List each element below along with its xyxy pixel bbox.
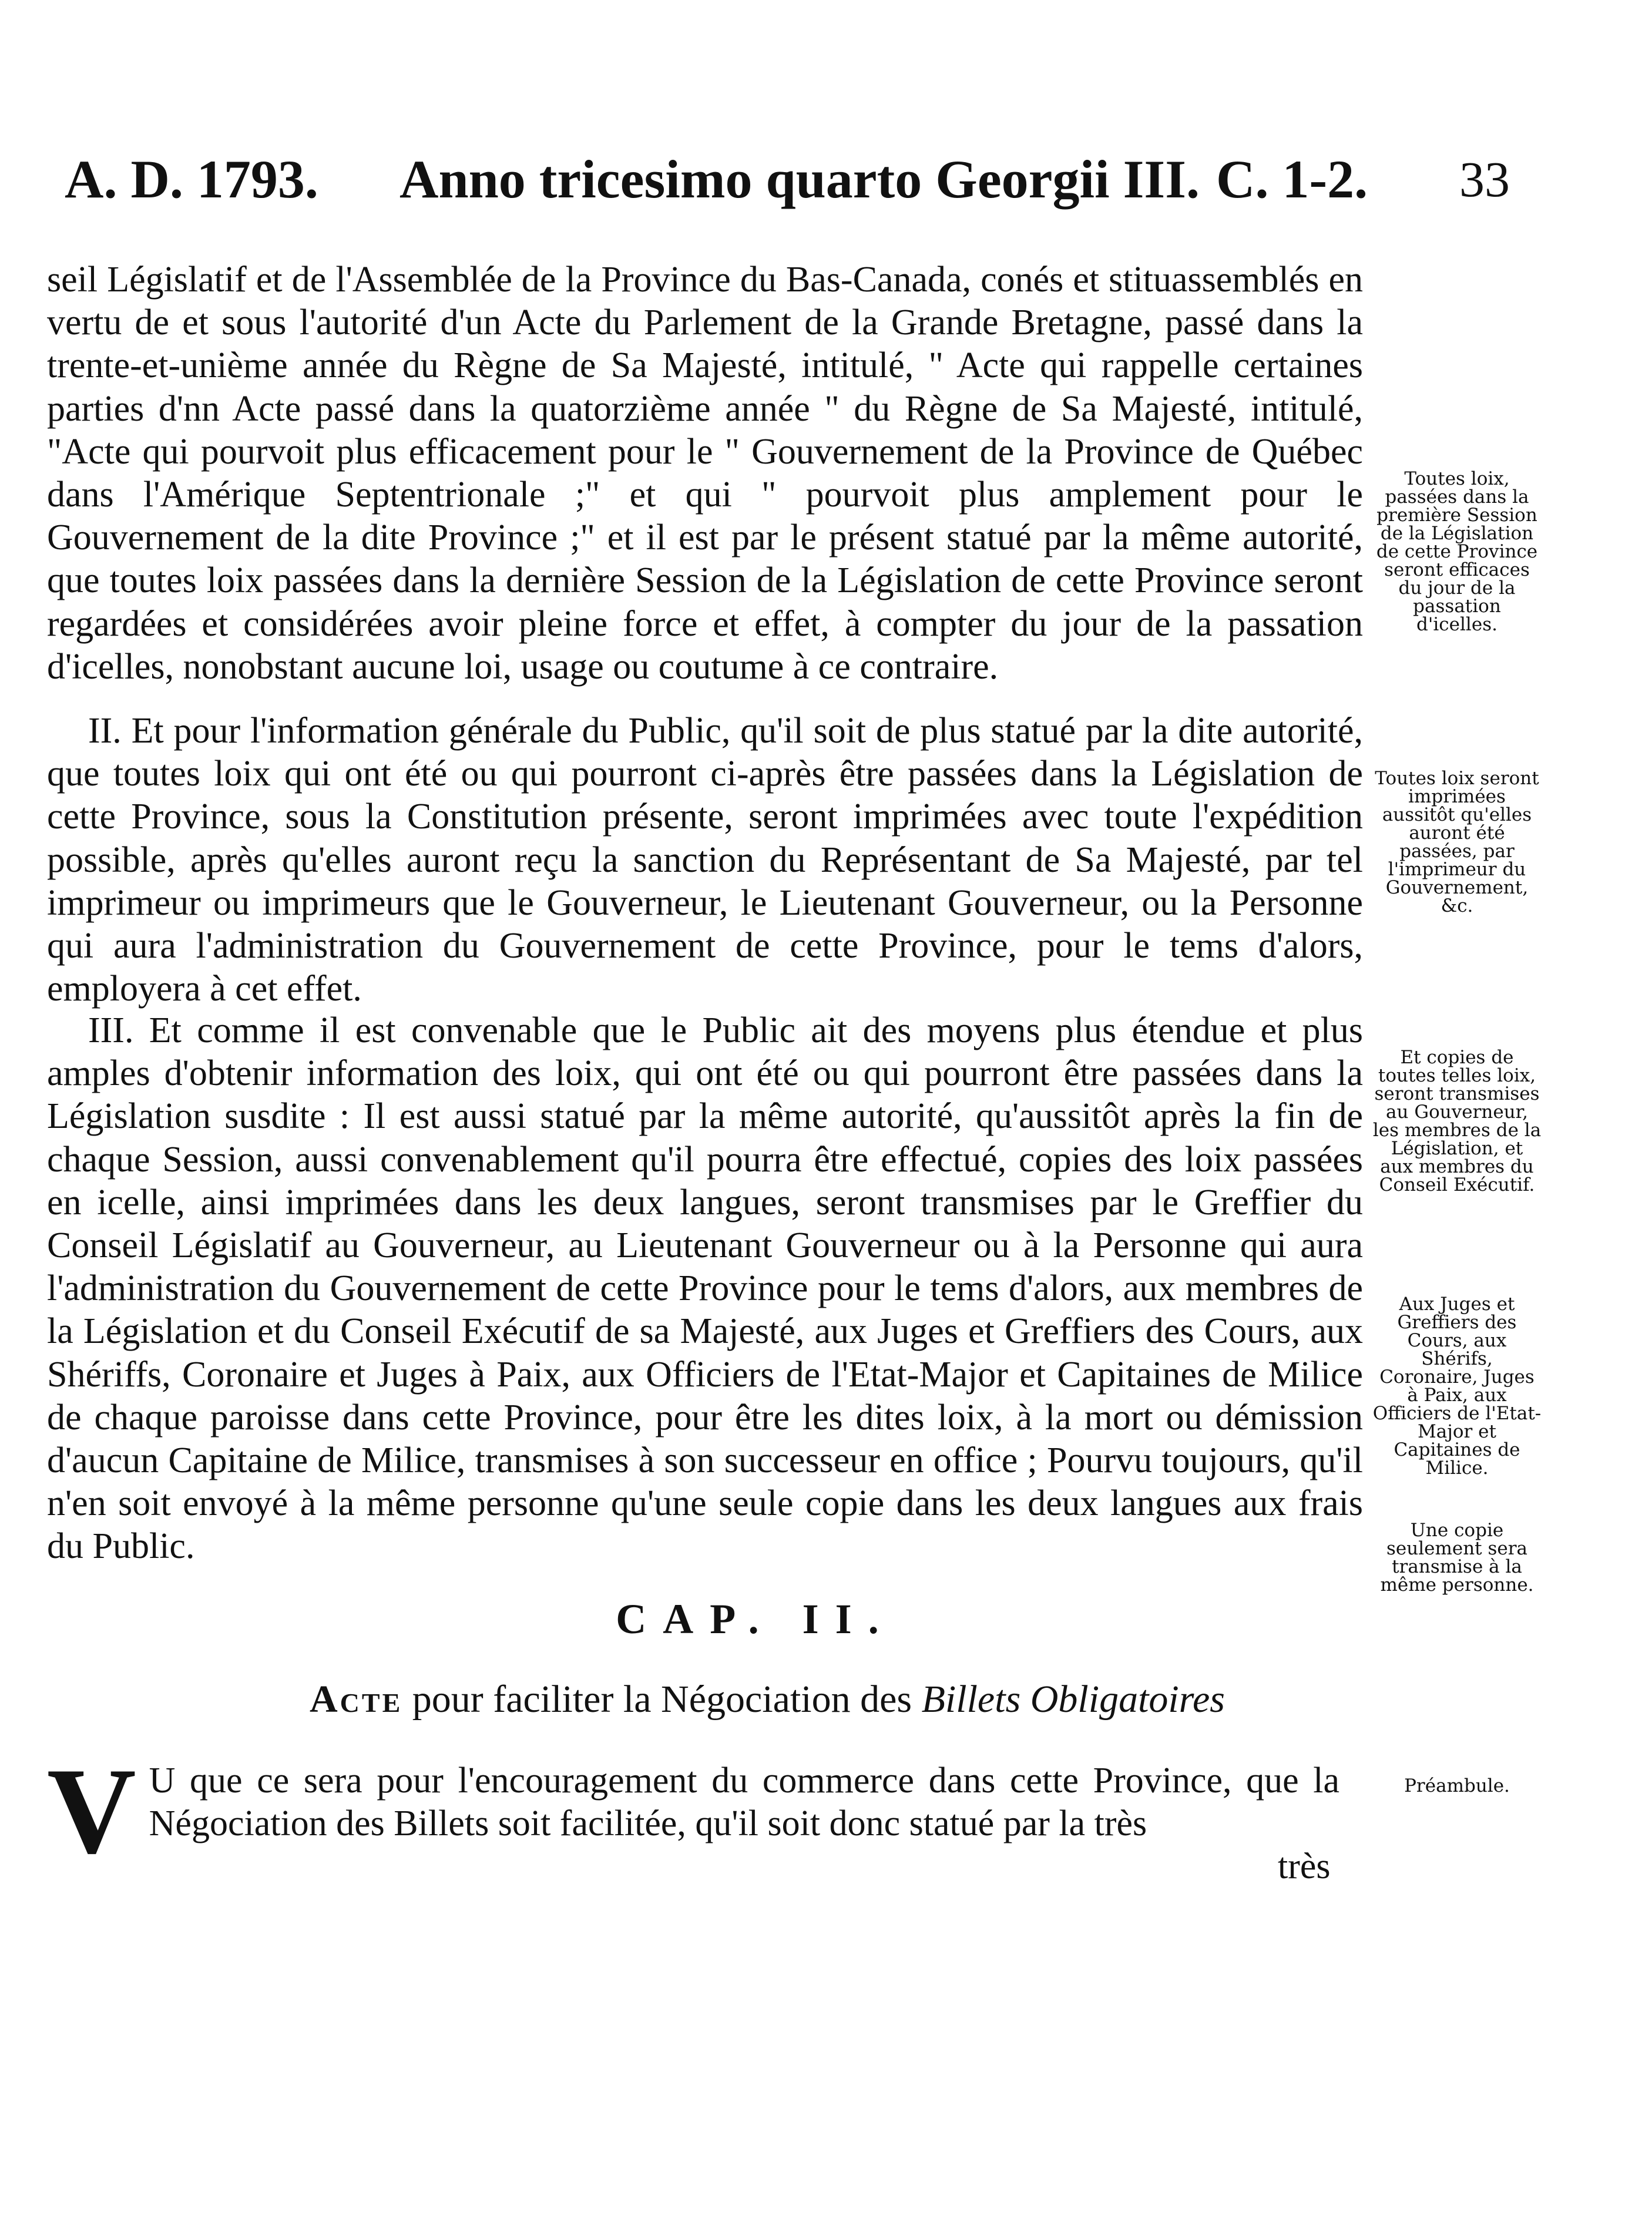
drop-cap: V xyxy=(47,1743,136,1879)
header-year: A. D. 1793. xyxy=(65,149,318,209)
header-title: Anno tricesimo quarto Georgii III. xyxy=(399,149,1200,209)
act-title-lead: Acte xyxy=(310,1678,403,1721)
preamble-paragraph xyxy=(47,1743,1339,1879)
chapter-heading: CAP. II. xyxy=(616,1596,895,1643)
paragraph-continued: seil Législatif et de l'Assemblée de la Province du Bas-Canada, conés et stituassemblés en vertu de et sous l'autorité d'un Acte du Parlement de la Grande Bretagne, passé dans la trente-et-unième année du Règne de Sa Majesté, intitulé, " Acte qui rappelle certaines parties d'nn Acte passé dans la quatorzième année " du Règne de Sa Majesté, intitulé, "Acte qui pourvoit plus efficacement pour le " Gouvernement de la Province de Québec dans l'Amérique Septentrionale ;" et qui " pourvoit plus amplement pour le Gouvernement de la dite Province ;" et il est par le présent statué par la même autorité, que toutes loix passées dans la dernière Session de la Législation de cette Province seront regardées et considérées avoir pleine force et effet, à compter du jour de la passation d'icelles, nonobstant aucune loi, usage ou coutume à ce contraire. xyxy=(47,260,1363,687)
header-chapter: C. 1-2. xyxy=(1216,149,1368,209)
margin-note: Toutes loix seront imprimées aussitôt qu'elles auront été passées, par l'imprimeur du Gouvernement, &c. xyxy=(1375,768,1539,916)
preamble-text: U que ce sera pour l'encouragement du commerce dans cette Province, que la Négociation des Billets soit facilitée, qu'il soit donc statué par la très xyxy=(149,1761,1339,1843)
paragraph-section-two: II. Et pour l'information générale du Public, qu'il soit de plus statué par la dite autorité, que toutes loix qui ont été ou qui pourront ci-après être passées dans la Législation de cette Province, sous la Constitution présente, seront imprimées avec toute l'expédition possible, après qu'elles auront reçu la sanction du Représentant de Sa Majesté, par tel imprimeur ou imprimeurs que le Gouverneur, le Lieutenant Gouverneur, ou la Personne qui aura l'administration du Gouvernement de cette Province, pour le tems d'alors, employera à cet effet. xyxy=(47,711,1363,1009)
margin-note: Une copie seulement sera transmise à la même personne. xyxy=(1380,1520,1534,1596)
running-head xyxy=(65,147,1510,217)
act-title-middle: pour faciliter la Négociation des xyxy=(412,1678,912,1721)
paragraph-section-three: III. Et comme il est convenable que le Public ait des moyens plus étendue et plus amples d'obtenir information des loix, qui ont été ou qui pourront être passées dans la Législation susdite : Il est aussi statué par la même autorité, qu'aussitôt après la fin de chaque Session, aussi convenablement qu'il pourra être effectué, copies des loix passées en icelle, ainsi imprimées dans les deux langues, seront transmises par le Greffier du Conseil Législatif au Gouverneur, au Lieutenant Gouverneur ou à la Personne qui aura l'administration du Gouvernement de cette Province pour le tems d'alors, aux membres de la Législation et du Conseil Exécutif de sa Majesté, aux Juges et Greffiers des Cours, aux Shériffs, Coronaire et Juges à Paix, aux Officiers de l'Etat-Major et Capitaines de Milice de chaque paroisse dans cette Province, pour être les dites loix, à la mort ou démission d'aucun Capitaine de Milice, transmises à son successeur en office ; Pourvu toujours, qu'il n'en soit envoyé à la même personne qu'une seule copie dans les deux langues aux frais du Public. xyxy=(47,1010,1363,1567)
act-title xyxy=(0,1677,1652,1722)
margin-note: Et copies de toutes telles loix, seront transmises au Gouverneur, les membres de la Législation, et aux membres du Conseil Exécutif. xyxy=(1372,1047,1542,1195)
catchword: très xyxy=(1278,1846,1331,1886)
margin-note: Préambule. xyxy=(1404,1775,1510,1796)
margin-note: Toutes loix, passées dans la première Session de la Législation de cette Province seront efficaces du jour de la passation d'icelles. xyxy=(1376,468,1538,635)
act-title-italic: Billets Obligatoires xyxy=(921,1678,1225,1721)
margin-note: Aux Juges et Greffiers des Cours, aux Shérifs, Coronaire, Juges à Paix, aux Officiers de l'Etat-Major et Capitaines de Milice. xyxy=(1372,1294,1542,1479)
page-number: 33 xyxy=(1459,151,1510,207)
